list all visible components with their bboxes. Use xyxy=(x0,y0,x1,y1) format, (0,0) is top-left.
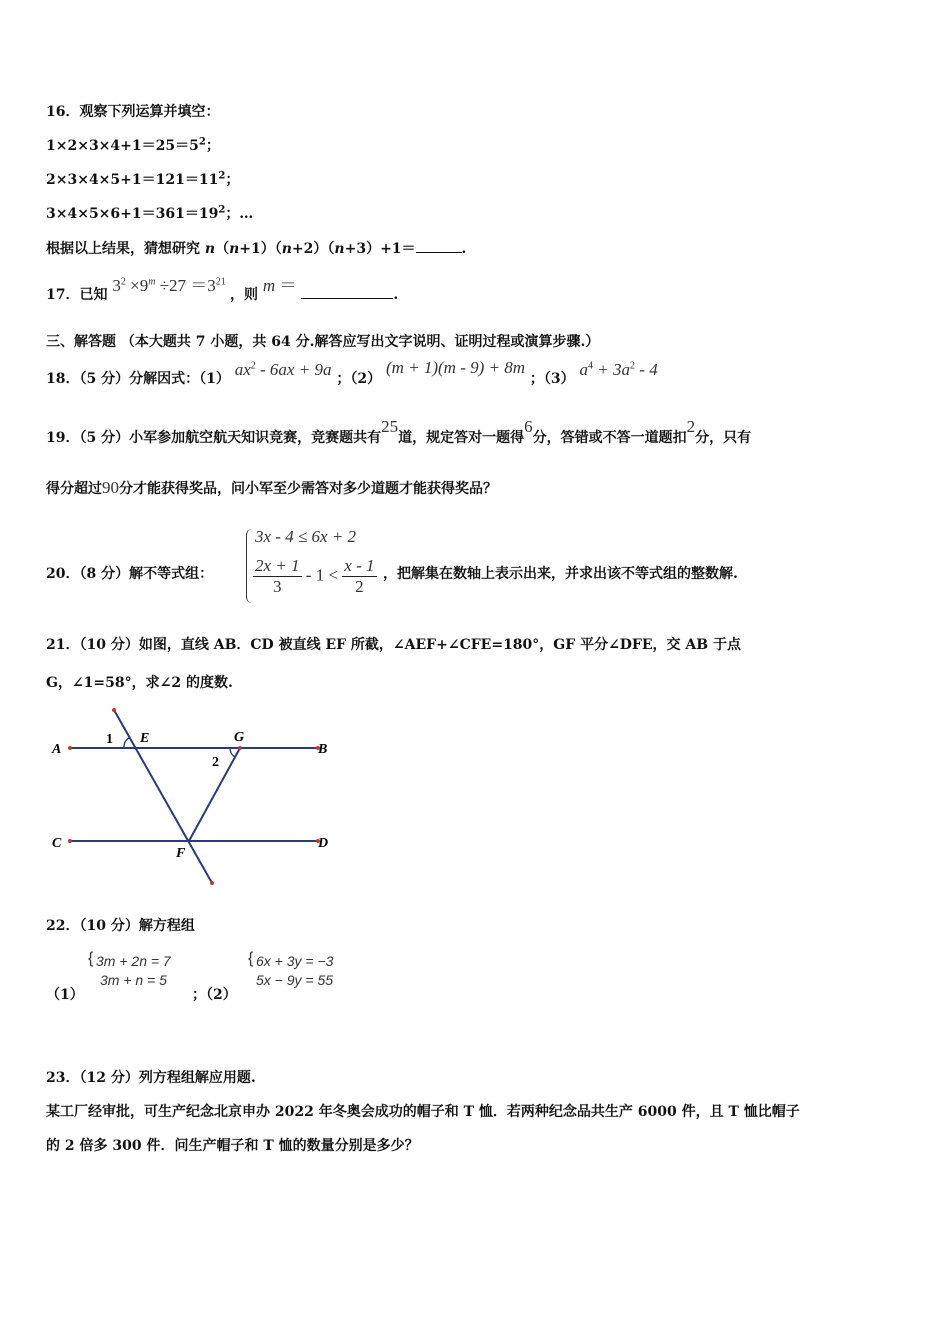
system-brace xyxy=(246,529,253,603)
q16-line2: $2\times 3\times 4\times 5+1=121=11^2$； xyxy=(46,170,240,188)
q22-brace-1: { xyxy=(88,950,94,967)
q22-eq1b: 3m + n = 5 xyxy=(100,972,167,988)
q16-line1: $1\times 2\times 3\times 4+1=25=5^2$； xyxy=(46,136,220,154)
label-angle-2: 2 xyxy=(212,755,219,770)
q22-part1-label: （1） xyxy=(46,987,84,1003)
q20-inequality-2: $\frac{2x + 1}{3}$ - 1 < $\frac{x - 1}{2}$ xyxy=(255,556,375,596)
q22-eq1a: 3m + 2n = 7 xyxy=(96,953,171,969)
q21-line1: 21．（10 分）如图，直线 AB．CD 被直线 EF 所截，∠AEF+∠CFE=180°，GF 平分∠DFE，交 AB 于点 xyxy=(46,637,741,653)
label-angle-1: 1 xyxy=(106,732,113,747)
q19-line1: 19．（5 分）小军参加航空航天知识竞赛，竞赛题共有25道，规定答对一题得6分，答错或不答一道题扣2分，只有 xyxy=(46,417,752,446)
label-d: D xyxy=(318,836,329,851)
answer-blank[interactable] xyxy=(416,238,462,253)
point-bottom xyxy=(210,881,214,885)
q23-line2: 的 2 倍多 300 件．问生产帽子和 T 恤的数量分别是多少？ xyxy=(46,1138,419,1154)
section-3-header: 三、解答题 （本大题共 7 小题，共 64 分.解答应写出文字说明、证明过程或演算步骤.） xyxy=(46,334,600,350)
q20-suffix: ，把解集在数轴上表示出来，并求出该不等式组的整数解. xyxy=(383,566,738,582)
point-top xyxy=(112,708,116,712)
q21-line2: G，∠1=58°，求∠2 的度数. xyxy=(46,675,233,691)
angle-2-arc xyxy=(230,748,235,757)
point-c xyxy=(68,839,72,843)
angle-1-arc xyxy=(124,738,129,748)
q23-title: 23．（12 分）列方程组解应用题. xyxy=(46,1070,256,1086)
q17-expression: $3^2 \times 9^m \div 27 =3^{21}$ xyxy=(112,276,226,295)
q17-line: 17．已知 $3^2 \times 9^m \div 27 =3^{21}$ ，则 m ＝ . xyxy=(46,276,399,303)
q23-line1: 某工厂经审批，可生产纪念北京申办 2022 年冬奥会成功的帽子和 T 恤．若两种纪念品共生产 6000 件，且 T 恤比帽子 xyxy=(46,1104,800,1120)
label-c: C xyxy=(52,836,62,851)
label-f: F xyxy=(176,846,186,861)
label-b: B xyxy=(318,742,328,757)
q16-title: 16．观察下列运算并填空： xyxy=(46,104,220,120)
label-g: G xyxy=(234,730,245,745)
q18-line: 18．（5 分）分解因式：（1） $ax^2 - 6ax + 9a$ ；（2） (m + 1)(m - 9) + 8m ；（3） $a^4 + 3a^2 - 4$ xyxy=(46,358,658,387)
q18-expr1: $ax^2 - 6ax + 9a$ xyxy=(234,360,332,379)
answer-blank[interactable] xyxy=(301,284,393,299)
q18-expr3: $a^4 + 3a^2 - 4$ xyxy=(579,360,658,379)
label-a: A xyxy=(52,742,62,757)
q22-separator: ；（2） xyxy=(192,987,237,1003)
point-g xyxy=(238,746,242,750)
geometry-figure xyxy=(46,700,346,890)
q19-line2: 得分超过90分才能获得奖品，问小军至少需答对多少道题才能获得奖品？ xyxy=(46,478,497,497)
point-a xyxy=(68,746,72,750)
q16-line4: 根据以上结果，猜想研究 n（n+1）（n+2）（n+3）+1＝ . xyxy=(46,238,466,259)
q22-eq2a: 6x + 3y = −3 xyxy=(256,953,334,969)
q20-inequality-1: 3x - 4 ≤ 6x + 2 xyxy=(255,527,357,546)
q20-prefix: 20．（8 分）解不等式组： xyxy=(46,566,214,582)
q22-title: 22．（10 分）解方程组 xyxy=(46,918,195,934)
line-ef xyxy=(114,710,212,883)
q22-brace-2: { xyxy=(248,950,254,967)
q16-line3: $3\times 4\times 5\times 6+1=361=19^2$；… xyxy=(46,204,254,222)
q18-expr2: (m + 1)(m - 9) + 8m xyxy=(385,358,526,377)
label-e: E xyxy=(140,731,150,746)
q22-eq2b: 5x − 9y = 55 xyxy=(256,972,334,988)
